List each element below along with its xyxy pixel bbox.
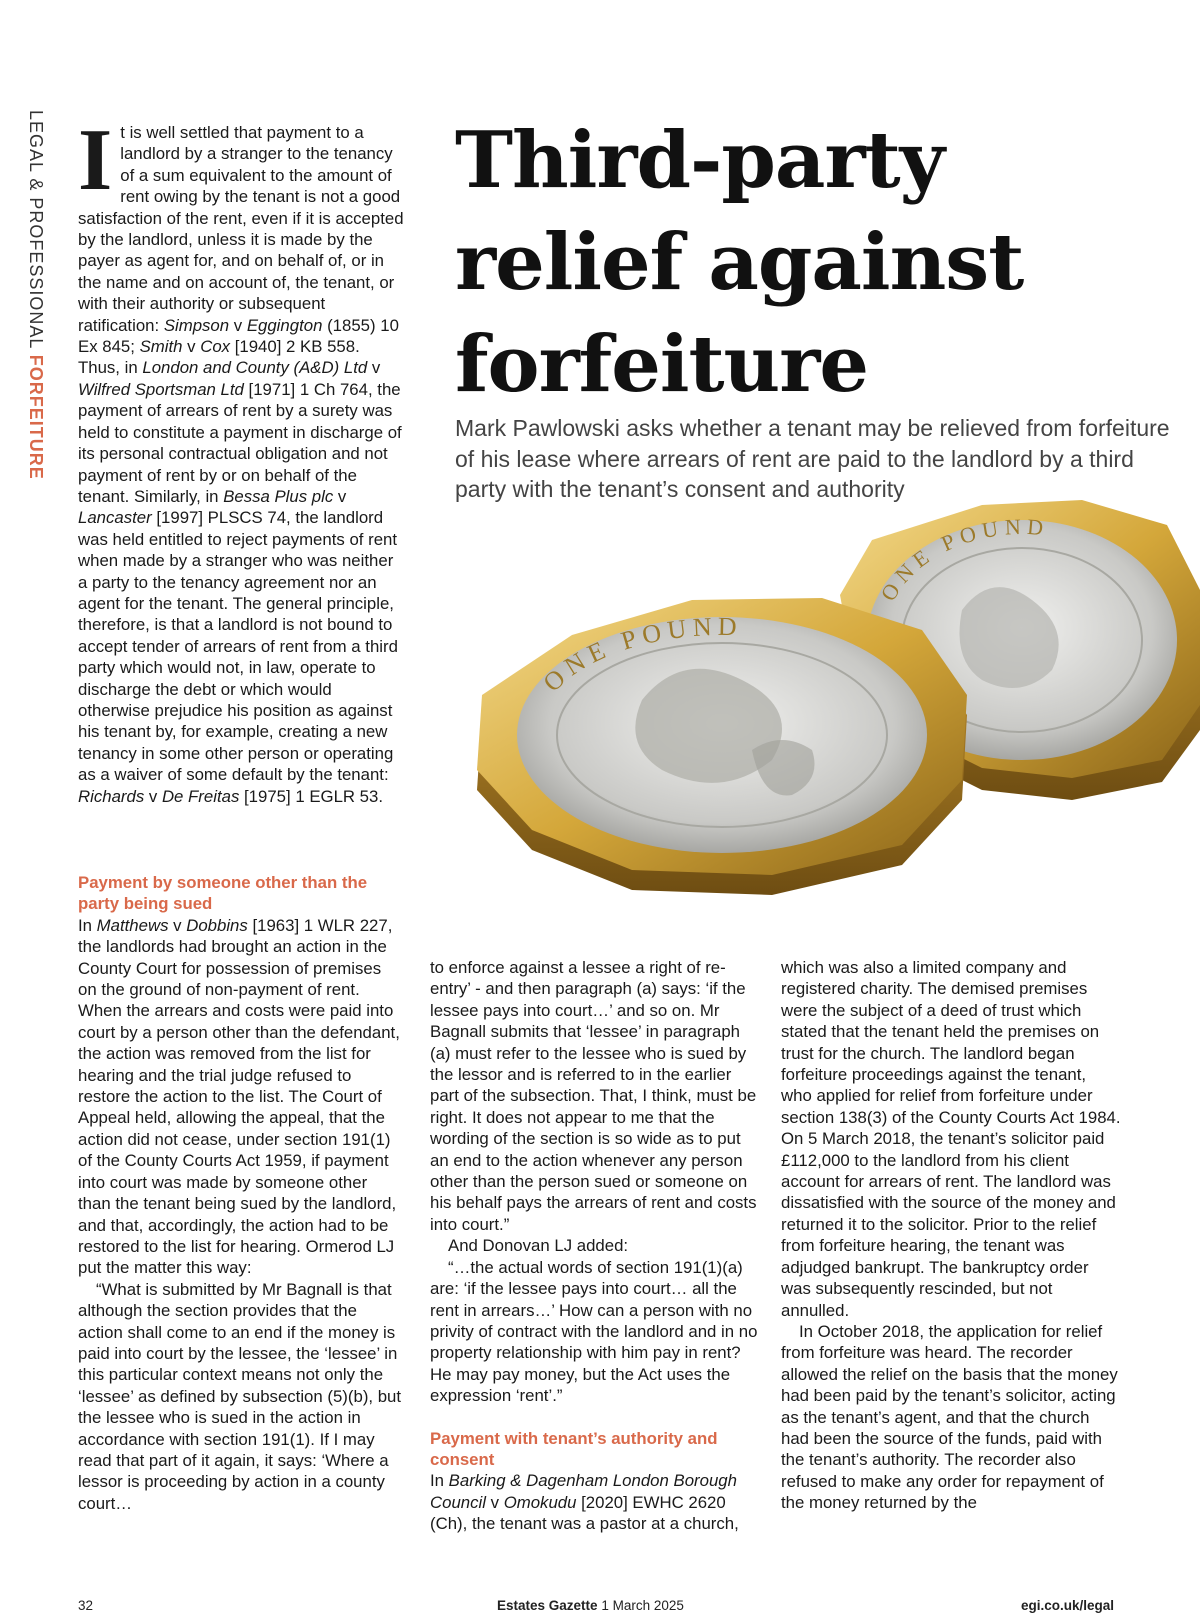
section-topic: FORFEITURE	[26, 354, 46, 480]
section-label	[18, 110, 58, 510]
page-number: 32	[78, 1598, 94, 1613]
coin-back-text: ONE POUND	[875, 513, 1051, 606]
paragraph-october: In October 2018, the application for relief from forfeiture was heard. The recorder allowed the relief on the basis that the money had been paid by the tenant’s solicitor, acting as the tenant’s agent, and that the church had been the source of the funds, paid with the tenant’s authority. The recorder also refused to make any order for repayment of the money returned by the	[781, 1321, 1118, 1513]
body-column-2	[430, 957, 760, 1535]
coin-front	[477, 598, 967, 895]
title-line-2: relief against	[455, 217, 1024, 308]
publication-name: Estates Gazette	[497, 1598, 598, 1613]
body-column-3	[781, 957, 1121, 1514]
body-column-1	[78, 112, 404, 807]
intro-paragraph: It is well settled that payment to a landlord by a stranger to the tenancy of a sum equivalent to the amount of rent owing by the tenant is not a good satisfaction of the rent, even if it is accepted by the landlord, unless it is made by the payer as agent for, and on behalf of, or in the name and on account of, the tenant, or with their authority or subsequent ratification: Simpson v Eggington (1855) 10 Ex 845; Smith v Cox [1940] 2 KB 558. Thus, in London and County (A&D) Ltd v Wilfred Sportsman Ltd [1971] 1 Ch 764, the payment of arrears of rent by a surety was held to constitute a payment in discharge of its personal contractual obligation and not payment of rent by or on behalf of the tenant. Similarly, in Bessa Plus plc v Lancaster [1997] PLSCS 74, the landlord was held entitled to reject payments of rent when made by a stranger who was neither a party to the tenancy agreement nor an agent for the tenant. The general principle, therefore, is that a landlord is not bound to accept tender of arrears of rent from a third party which would not, in law, operate to discharge the debt or which would otherwise prejudice his position as against his tenant by, for example, creating a new tenancy in some other person or operating as a waiver of some default by the tenant: Richards v De Freitas [1975] 1 EGLR 53.	[78, 112, 404, 806]
coins-photo	[422, 500, 1200, 932]
section-category: LEGAL & PROFESSIONAL	[26, 110, 46, 349]
paragraph-matthews: In Matthews v Dobbins [1963] 1 WLR 227, the landlords had brought an action in the County Court for possession of premises on the ground of non-payment of rent. When the arrears and costs were paid into court by a person other than the defendant, the action was removed from the list for hearing and the trial judge refused to restore the action to the list. The Court of Appeal held, allowing the appeal, that the action did not cease, under section 191(1) of the County Courts Act 1959, if payment into court was made by someone other than the tenant being sued by the landlord, and that, accordingly, the action had to be restored to the list for hearing. Ormerod LJ put the matter this way:	[78, 915, 400, 1278]
subheading-2: Payment with tenant’s authority and consent	[430, 1428, 718, 1469]
paragraph-quote-donovan: “…the actual words of section 191(1)(a) are: ‘if the lessee pays into court… all the rent in arrears…’ How can a person with no privity of contract with the landlord and in no property relationship with him pay in rent? He may pay money, but the Act uses the expression ‘rent’.”	[430, 1257, 758, 1406]
paragraph-church: which was also a limited company and registered charity. The demised premises were the subject of a deed of trust which stated that the tenant held the premises on trust for the church. The landlord began forfeiture proceedings against the tenant, who applied for relief from forfeiture under section 138(3) of the County Courts Act 1984. On 5 March 2018, the tenant’s solicitor paid £112,000 to the landlord from his client account for arrears of rent. The landlord was dissatisfied with the source of the money and returned it to the solicitor. Prior to the relief from forfeiture hearing, the tenant was adjudged bankrupt. The bankruptcy order was subsequently rescinded, but not annulled.	[781, 958, 1121, 1320]
coin-front-text: ONE POUND	[537, 611, 743, 698]
title-line-1: Third-party	[455, 115, 944, 206]
body-column-1-lower	[78, 872, 404, 1514]
drop-cap: I	[78, 112, 113, 209]
issue-date: 1 March 2025	[601, 1598, 684, 1613]
paragraph-quote-ormerod: “What is submitted by Mr Bagnall is that although the section provides that the action shall come to an end if the money is paid into court by the lessee, the ‘lessee’ in this particular context means not only the ‘lessee’ as defined by subsection (5)(b), but the lessee who is sued in the action in accordance with section 191(1). If I may read that part of it again, it says: ‘Where a lessor is proceeding by action in a county court…	[78, 1279, 402, 1513]
paragraph-donovan: And Donovan LJ added:	[448, 1236, 629, 1256]
paragraph-quote-cont: to enforce against a lessee a right of re-entry’ - and then paragraph (a) says: ‘if the lessee pays into court…’ and so on. Mr Bagnall submits that ‘lessee’ in paragraph (a) must refer to the lessee who is sued by the lessor and is referred to in the earlier part of the subsection. That, I think, must be right. It does not appear to me that the wording of the section is so wide as to put an end to the action whenever any person other than the person sued or someone on his behalf pays the arrears of rent and costs into court.”	[430, 958, 757, 1234]
publication-line	[497, 1598, 684, 1613]
paragraph-barking: In Barking & Dagenham London Borough Council v Omokudu [2020] EWHC 2620 (Ch), the tenant was a pastor at a church,	[430, 1471, 739, 1534]
site-url[interactable]: egi.co.uk/legal	[1020, 1598, 1114, 1613]
standfirst: Mark Pawlowski asks whether a tenant may be relieved from forfeiture of his lease where arrears of rent are paid to the landlord by a third party with the tenant’s consent and authority	[455, 415, 1170, 502]
subheading-1: Payment by someone other than the party being sued	[78, 873, 368, 914]
article-title	[455, 110, 1175, 416]
title-line-3: forfeiture	[455, 319, 868, 410]
